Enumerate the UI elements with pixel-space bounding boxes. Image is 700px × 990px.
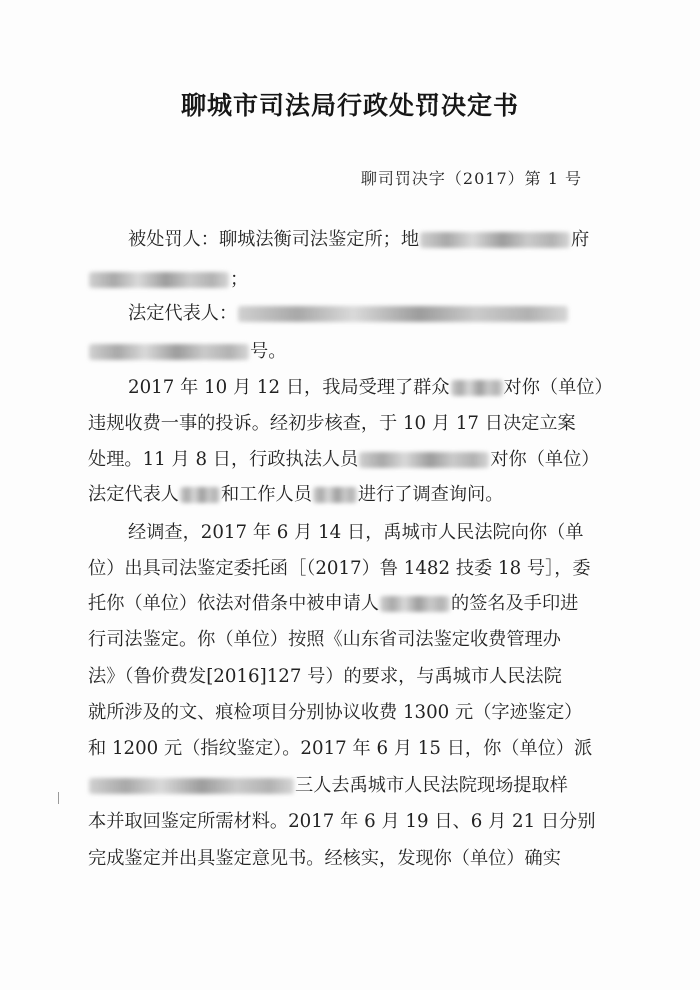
text-segment: 法定代表人 [88, 484, 179, 505]
redacted-address [420, 232, 570, 248]
text-line-15 [88, 735, 592, 763]
text-segment: 处理。11 月 8 日，行政执法人员 [88, 449, 359, 470]
text-segment: 法》（鲁价费发[2016]127 号）的要求，与禹城市人民法院 [88, 666, 562, 687]
document-title: 聊城市司法局行政处罚决定书 [180, 91, 519, 120]
text-segment: 对你（单位） [490, 449, 600, 470]
text-segment: 号。 [250, 341, 287, 362]
redacted-address [89, 344, 249, 360]
redacted-names [89, 778, 294, 794]
redacted-address [89, 272, 229, 288]
redacted-name [313, 487, 357, 503]
text-line-17 [88, 808, 596, 836]
text-segment: 位）出具司法鉴定委托函［（2017）鲁 1482 技委 18 号］，委 [88, 558, 591, 579]
redacted-name [180, 487, 220, 503]
text-line-2 [88, 266, 248, 294]
text-segment: 法定代表人： [128, 303, 238, 324]
text-segment: 被处罚人：聊城法衡司法鉴定所；地 [128, 229, 420, 250]
text-line-11 [88, 590, 578, 618]
redacted-name [359, 452, 489, 468]
text-line-10 [88, 555, 591, 583]
text-segment: 的签名及手印进 [451, 593, 579, 614]
text-line-18 [88, 845, 561, 873]
redacted-name [380, 596, 450, 612]
text-line-6 [88, 410, 576, 438]
text-segment: 就所涉及的文、痕检项目分别协议收费 1300 元（字迹鉴定） [88, 702, 583, 723]
text-segment: 违规收费一事的投诉。经初步核查，于 10 月 17 日决定立案 [88, 413, 576, 434]
document-number: 聊司罚决字（2017）第 1 号 [360, 169, 582, 188]
text-line-9 [128, 519, 583, 547]
text-segment: 和工作人员 [220, 484, 312, 505]
redacted-representative [238, 306, 568, 322]
text-segment: ； [230, 269, 249, 290]
text-line-3 [128, 300, 569, 328]
text-line-12 [88, 626, 561, 654]
text-line-1 [128, 226, 589, 254]
text-segment: 完成鉴定并出具鉴定意见书。经核实，发现你（单位）确实 [88, 848, 561, 869]
redacted-name [451, 380, 503, 396]
text-line-16 [88, 772, 568, 800]
text-segment: 2017 年 10 月 12 日，我局受理了群众 [128, 377, 450, 398]
text-segment: 托你（单位）依法对借条中被申请人 [88, 593, 380, 614]
text-line-7 [88, 446, 599, 474]
text-segment: 和 1200 元（指纹鉴定）。2017 年 6 月 15 日，你（单位）派 [88, 738, 593, 759]
text-line-13 [88, 663, 562, 691]
scan-mark [58, 792, 59, 804]
text-segment: 本并取回鉴定所需材料。2017 年 6 月 19 日、6 月 21 日分别 [88, 811, 596, 832]
text-line-14 [88, 699, 582, 727]
text-segment: 经调查，2017 年 6 月 14 日，禹城市人民法院向你（单 [128, 522, 584, 543]
text-segment: 行司法鉴定。你（单位）按照《山东省司法鉴定收费管理办 [88, 629, 561, 650]
text-segment: 三人去禹城市人民法院现场提取样 [295, 775, 568, 796]
text-line-8 [88, 481, 503, 509]
text-line-5 [128, 374, 613, 402]
text-line-4 [88, 338, 286, 366]
text-segment: 府 [571, 229, 590, 250]
text-segment: 进行了调查询问。 [357, 484, 504, 505]
text-segment: 对你（单位） [503, 377, 613, 398]
